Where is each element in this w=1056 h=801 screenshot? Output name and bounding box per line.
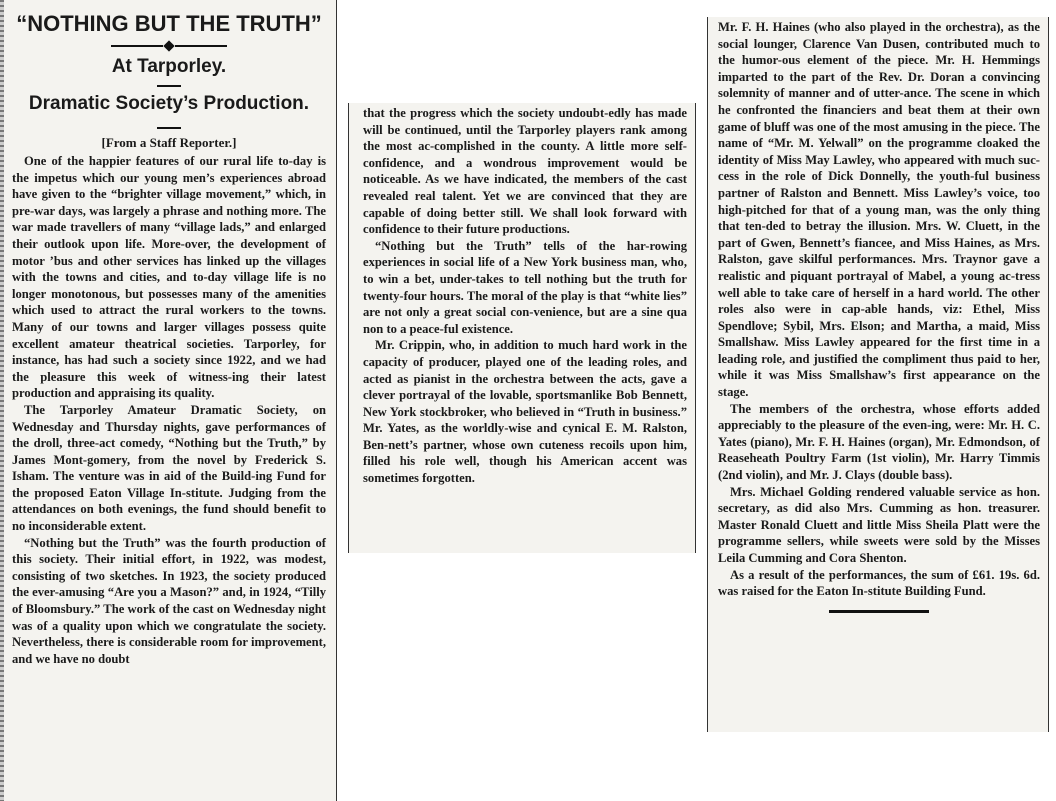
ornamental-divider xyxy=(12,42,326,50)
paragraph: “Nothing but the Truth” tells of the har-rowing experiences in social life of a New York business man, who, to win a bet, under-takes to tell nothing but the truth for twenty-four hours. The moral of the play is that “white lies” are not only a great social con-venience, but are a sine qua non to a peace-ful existence. xyxy=(363,238,687,336)
short-divider xyxy=(157,85,181,87)
byline: [From a Staff Reporter.] xyxy=(101,135,237,150)
article-subheading: At Tarporley. xyxy=(111,56,227,77)
article-subheading-2: Dramatic Society’s Production. xyxy=(28,93,310,114)
clipping-column-3 xyxy=(707,17,1049,732)
clipping-column-1 xyxy=(0,0,337,801)
paragraph: The Tarporley Amateur Dramatic Society, on Wednesday and Thursday nights, gave performances of the droll, three-act comedy, “Nothing but the Truth,” by James Mont-gomery, from the novel by Frederick S. Isham. The venture was in aid of the Build-ing Fund for the proposed Eaton Village In-stitute. Judging from the attendances on both evenings, the fund should benefit to no inconsiderable extent. xyxy=(12,402,326,534)
paragraph: As a result of the performances, the sum of £61. 19s. 6d. was raised for the Eaton In-stitute Building Fund. xyxy=(718,567,1040,599)
short-divider xyxy=(157,127,181,129)
diamond-ornament xyxy=(163,40,174,51)
paragraph: Mr. Crippin, who, in addition to much hard work in the capacity of producer, played one of the leading roles, and acted as pianist in the orchestra between the acts, gave a clever portrayal of the lovable, sportsmanlike Bob Bennett, New York stockbroker, who believed in “Truth in business.” Mr. Yates, as the worldly-wise and cynical E. M. Ralston, Ben-nett’s partner, whose own cuteness recoils upon him, filled his role well, though his American accent was sometimes forgotten. xyxy=(363,338,687,486)
paragraph: Mr. F. H. Haines (who also played in the orchestra), as the social lounger, Clarence Van Dusen, contributed much to the humor-ous element of the piece. Mr. H. Hemmings imparted to the part of the Rev. Dr. Doran a convincing solemnity of manner and of utter-ance. The scene in which he confronted the financiers and beat them at their own game of bluff was one of the most amusing in the piece. The name of “Mr. M. Yelwall” on the programme cloaked the identity of Miss May Lawley, who appeared with much suc-cess in the role of Dick Donnelly, the youth-ful business partner of Ralston and Bennett. Miss Lawley’s voice, too high-pitched for that of a young man, was the only thing that ten-ded to betray the illusion. Mrs. W. Cluett, in the part of Gwen, Bennett’s fiancee, and Miss Haines, as Mrs. Ralston, gave skilful performances. Mrs. Traynor gave a realistic and piquant portrayal of Mabel, a young ac-tress well able to take care of herself in a hard world. The other roles also were in cap-able hands, viz: Ethel, Miss Spendlove; Sybil, Mrs. Elson; and Martha, a maid, Miss Smallshaw. Miss Lawley appeared for the first time in a leading role, and justified the compliment thus paid to her, while it was Miss Smallshaw’s first appearance on the stage. xyxy=(718,20,1040,400)
paragraph: “Nothing but the Truth” was the fourth production of this society. Their initial effort, in 1922, was modest, consisting of two sketches. In 1923, the society produced the ever-amusing “Are you a Mason?” and, in 1924, “Tilly of Bloomsbury.” The work of the cast on Wednesday night was of a quality upon which we congratulate the society. Nevertheless, there is considerable room for improvement, and we have no doubt xyxy=(12,535,326,666)
article-headline: “NOTHING BUT THE TRUTH” xyxy=(16,11,322,36)
clipping-column-2 xyxy=(348,103,696,553)
paragraph: The members of the orchestra, whose efforts added appreciably to the pleasure of the even-ing, were: Mr. H. C. Yates (piano), Mr. F. H. Haines (organ), Mr. Edmondson, of Reaseheath Poultry Farm (1st violin), Mr. Harry Timmis (2nd violin), and Mr. J. Clays (double bass). xyxy=(718,401,1040,483)
paragraph: that the progress which the society undoubt-edly has made will be continued, until the Tarporley players rank among the most ac-complished in the county. A little more self-confidence, and a wondrous improvement would be noticeable. As we have indicated, the members of the cast revealed real talent. Yet we are convinced that they are capable of doing better still. We shall look forward with confidence to their future productions. xyxy=(363,106,687,237)
paragraph: Mrs. Michael Golding rendered valuable service as hon. secretary, as did also Mrs. Cumming as hon. treasurer. Master Ronald Cluett and little Miss Sheila Platt were the programme sellers, while sweets were sold by the Misses Leila Cumming and Cora Shenton. xyxy=(718,484,1040,565)
paragraph: One of the happier features of our rural life to-day is the impetus which our young men’s experiences abroad have given to the “brighter village movement,” which, in pre-war days, was largely a phrase and nothing more. The war made travellers of many “village lads,” and enlarged their outlook upon life. More-over, the development of motor ’bus and other services has linked up the villages with the towns and cities, and to-day village life is no longer monotonous, but possesses many of the amenities which used to attract the rural workers to the towns. Many of our towns and larger villages possess quite excellent amateur theatrical societies. Tarporley, for instance, has had such a society since 1922, and we had the pleasure this week of witness-ing their latest production and appraising its quality. xyxy=(12,154,326,401)
end-of-article-rule xyxy=(829,610,929,613)
